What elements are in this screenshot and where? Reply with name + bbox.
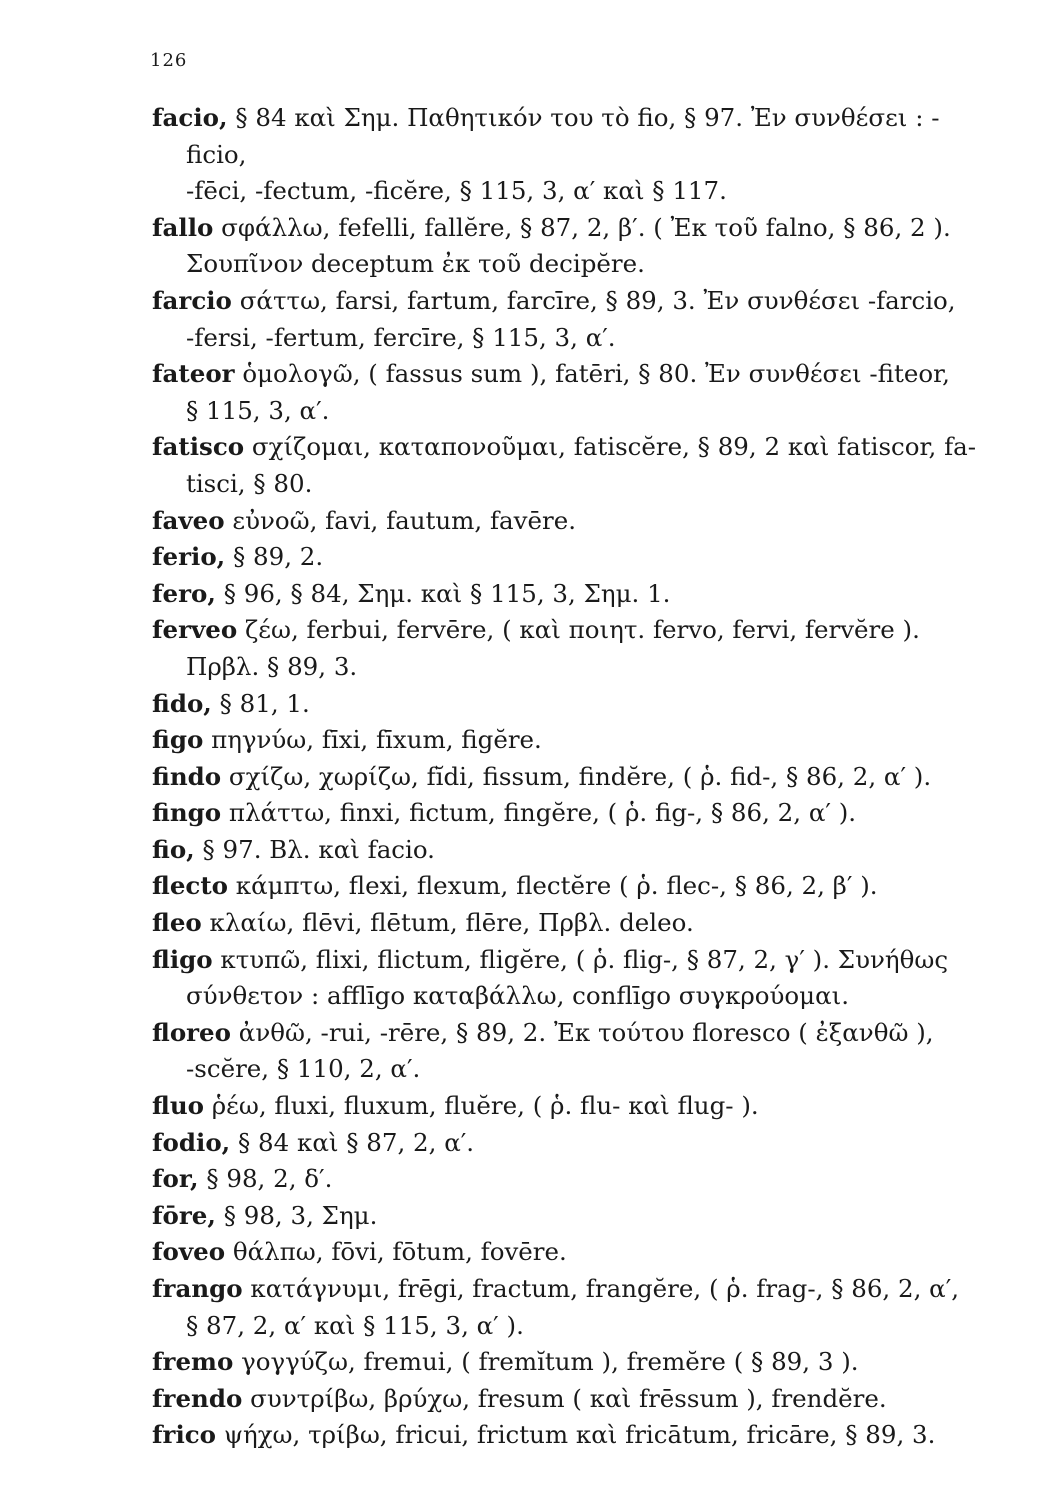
entry-headword: frango	[152, 1274, 243, 1303]
entry-text-line: γογγύζω, fremui, ( fremĭtum ), fremĕre ( § 89, 3 ).	[241, 1347, 859, 1377]
entry-text-line: ἀνθῶ, -rui, -rēre, § 89, 2. Ἐκ τούτου floresco ( ἐξανθῶ ),	[238, 1017, 934, 1047]
entry-text-line: § 87, 2, α′ καὶ § 115, 3, α′ ).	[186, 1310, 524, 1340]
entry-text-line: -fēci, -fectum, -ficĕre, § 115, 3, α′ καὶ § 117.	[186, 176, 727, 206]
entry-headword: facio,	[152, 103, 228, 132]
dictionary-entry	[152, 429, 992, 502]
entry-text-line: § 97. Βλ. καὶ facio.	[202, 834, 435, 864]
entry-headword: fido,	[152, 688, 212, 718]
entry-text-line: κλαίω, flēvi, flētum, flēre, Πρβλ. deleo.	[209, 908, 694, 938]
entry-headword: floreo	[152, 1017, 231, 1047]
entry-text-line: κατάγνυμι, frēgi, fractum, frangĕre, ( ῥ. frag-, § 86, 2, α′,	[250, 1274, 960, 1303]
entry-headword: fremo	[152, 1347, 234, 1377]
entry-text-line: -fersi, -fertum, fercīre, § 115, 3, α′.	[186, 322, 616, 352]
entry-text-line: πηγνύω, fīxi, fīxum, figĕre.	[211, 725, 542, 755]
dictionary-entry	[152, 1234, 992, 1271]
entry-headword: figo	[152, 725, 204, 755]
dictionary-entry	[152, 1381, 992, 1418]
entry-text-line: § 89, 2.	[233, 542, 324, 572]
entry-text-line: θάλπω, fōvi, fōtum, fovēre.	[232, 1237, 567, 1267]
entry-text-line: ὁμολογῶ, ( fassus sum ), fatēri, § 80. Ἐν συνθέσει -fiteor,	[242, 359, 950, 389]
entry-text-line: § 98, 3, Σημ.	[223, 1200, 378, 1230]
entry-headword: frico	[152, 1420, 217, 1450]
dictionary-entry	[152, 1125, 992, 1162]
entry-text-line: § 96, § 84, Σημ. καὶ § 115, 3, Σημ. 1.	[223, 578, 671, 608]
entry-headword: ferio,	[152, 542, 226, 572]
entry-headword: fleo	[152, 908, 202, 938]
entry-headword: fateor	[152, 359, 235, 389]
dictionary-entry	[152, 1015, 992, 1088]
entry-text-line: ζέω, ferbui, fervēre, ( καὶ ποιητ. fervo, fervi, fervĕre ).	[245, 615, 920, 645]
dictionary-entry	[152, 1088, 992, 1125]
entry-text-line: § 84 καὶ § 87, 2, α′.	[238, 1127, 475, 1157]
entry-headword: faveo	[152, 505, 225, 535]
dictionary-entry	[152, 1198, 992, 1235]
entry-text-line: Σουπῖνον deceptum ἐκ τοῦ decipĕre.	[186, 249, 645, 279]
entry-text-line: κτυπῶ, flixi, flictum, fligĕre, ( ῥ. flig-, § 87, 2, γ′ ). Συνήθως	[220, 944, 949, 974]
entry-text-line: § 84 καὶ Σημ. Παθητικόν του τὸ fio, § 97. Ἐν συνθέσει : -ficio,	[186, 103, 940, 169]
entry-text-line: σχίζομαι, καταπονοῦμαι, fatiscĕre, § 89, 2 καὶ fatiscor, fa-	[251, 432, 977, 462]
entry-text-line: § 81, 1.	[219, 688, 310, 718]
entry-headword: fingo	[152, 798, 222, 828]
dictionary-entry	[152, 795, 992, 832]
entry-text-line: συντρίβω, βρύχω, fresum ( καὶ frēssum ), frendĕre.	[250, 1383, 887, 1413]
entry-headword: fligo	[152, 944, 213, 974]
entry-text-line: εὐνοῶ, favi, fautum, favēre.	[232, 505, 577, 535]
page-number: 126	[150, 50, 188, 71]
entry-headword: fodio,	[152, 1127, 231, 1157]
entry-text-line: κάμπτω, flexi, flexum, flectĕre ( ῥ. flec-, § 86, 2, β′ ).	[235, 871, 878, 901]
entry-text-line: ψήχω, τρίβω, fricui, frictum καὶ fricātum, fricāre, § 89, 3.	[223, 1420, 936, 1450]
entry-text-line: σάττω, farsi, fartum, farcīre, § 89, 3. Ἐν συνθέσει -farcio,	[239, 285, 956, 315]
entry-headword: findo	[152, 761, 222, 791]
entry-headword: fluo	[152, 1091, 204, 1121]
dictionary-entry	[152, 612, 992, 685]
entry-text-line: -scĕre, § 110, 2, α′.	[186, 1054, 421, 1084]
dictionary-entry	[152, 356, 992, 429]
entry-text-line: σχίζω, χωρίζω, fĭdi, fissum, findĕre, ( ῥ. fid-, § 86, 2, α′ ).	[228, 761, 932, 791]
dictionary-entry	[152, 905, 992, 942]
entry-headword: fio,	[152, 834, 195, 864]
entry-headword: frendo	[152, 1383, 243, 1413]
entry-headword: fōre,	[152, 1200, 216, 1230]
dictionary-entry	[152, 210, 992, 283]
entry-list	[152, 100, 992, 1454]
entry-text-line: Πρβλ. § 89, 3.	[186, 651, 358, 681]
entry-text-line: πλάττω, finxi, fictum, fingĕre, ( ῥ. fig-, § 86, 2, α′ ).	[228, 798, 857, 828]
entry-headword: foveo	[152, 1237, 226, 1267]
entry-text-line: § 98, 2, δ′.	[206, 1164, 333, 1194]
entry-text-line: ῥέω, fluxi, fluxum, fluĕre, ( ῥ. flu- καὶ flug- ).	[211, 1091, 759, 1121]
dictionary-entry	[152, 503, 992, 540]
dictionary-entry	[152, 759, 992, 796]
entry-text-line: § 115, 3, α′.	[186, 395, 330, 425]
dictionary-entry	[152, 1344, 992, 1381]
dictionary-entry	[152, 868, 992, 905]
entry-text-line: tisci, § 80.	[186, 468, 313, 498]
dictionary-entry	[152, 942, 992, 1015]
entry-headword: ferveo	[152, 615, 238, 645]
dictionary-entry	[152, 576, 992, 613]
entry-headword: fero,	[152, 578, 216, 608]
dictionary-entry	[152, 100, 992, 210]
entry-headword: flecto	[152, 871, 228, 901]
entry-headword: fallo	[152, 212, 214, 242]
dictionary-entry	[152, 283, 992, 356]
entry-text-line: σύνθετον : afflīgo καταβάλλω, conflīgo συγκρούομαι.	[186, 981, 850, 1011]
dictionary-entry	[152, 1161, 992, 1198]
dictionary-entry	[152, 832, 992, 869]
dictionary-entry	[152, 722, 992, 759]
dictionary-entry	[152, 1417, 992, 1454]
entry-text-line: σφάλλω, fefelli, fallĕre, § 87, 2, β′. ( Ἐκ τοῦ falno, § 86, 2 ).	[221, 212, 951, 242]
entry-headword: fatisco	[152, 432, 245, 462]
dictionary-entry	[152, 686, 992, 723]
dictionary-entry	[152, 539, 992, 576]
dictionary-entry	[152, 1271, 992, 1344]
entry-headword: farcio	[152, 285, 232, 315]
entry-headword: for,	[152, 1164, 199, 1194]
